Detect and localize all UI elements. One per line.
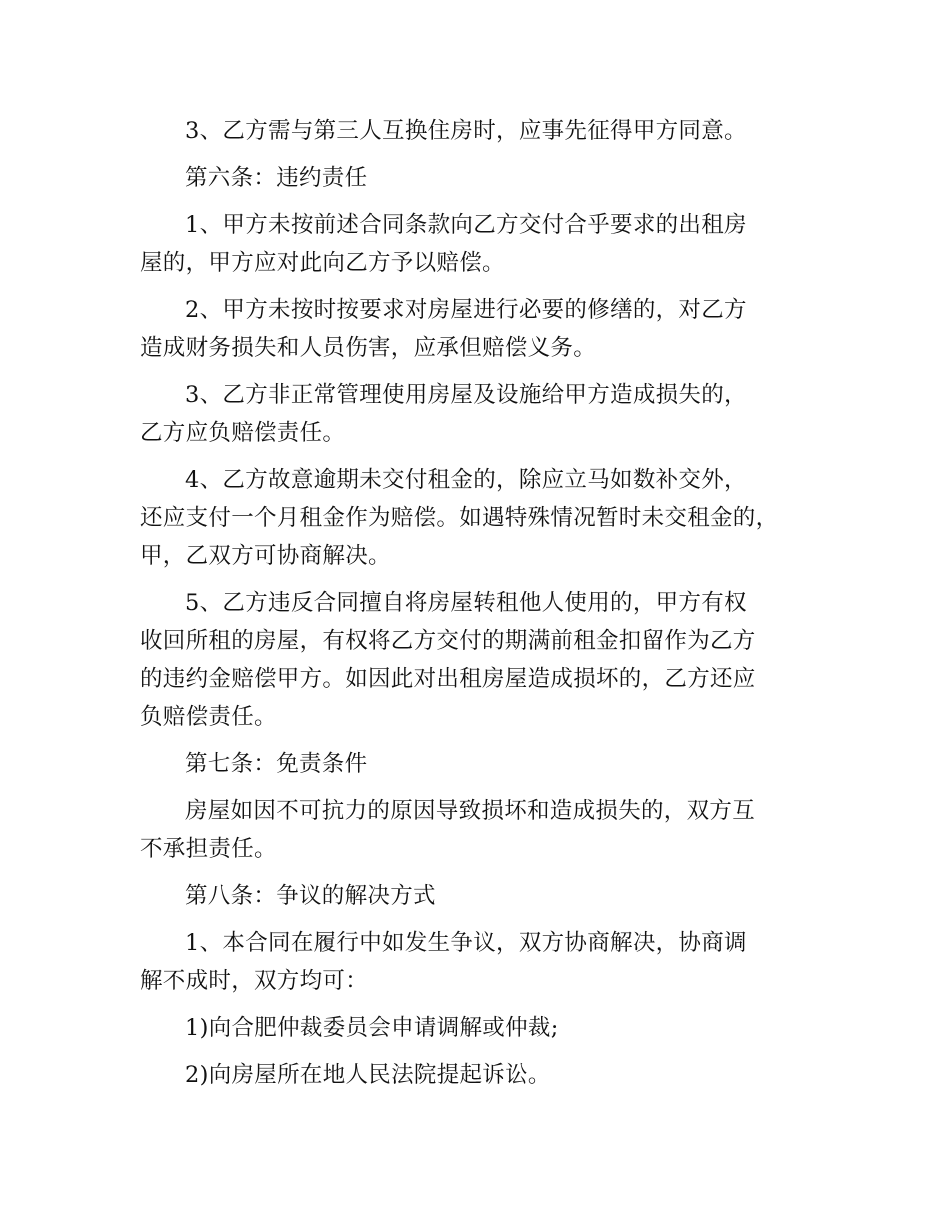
paragraph-line: 解不成时，双方均可：: [140, 968, 369, 994]
paragraph-article-8-option-2: [140, 1056, 830, 1094]
heading-line: 第八条：争议的解决方式: [185, 883, 436, 909]
paragraph-line: 房屋如因不可抗力的原因导致损坏和造成损失的，双方互: [185, 798, 756, 824]
heading-article-8: [140, 877, 830, 915]
paragraph-line: 乙方应负赔偿责任。: [140, 420, 346, 446]
paragraph-line: 不承担责任。: [140, 836, 277, 862]
heading-article-7: [140, 745, 830, 783]
paragraph-article-6-item-3: [140, 376, 830, 452]
paragraph-line: 3、乙方需与第三人互换住房时，应事先征得甲方同意。: [185, 118, 747, 144]
paragraph-article-6-item-2: [140, 291, 830, 367]
paragraph-line: 屋的，甲方应对此向乙方予以赔偿。: [140, 250, 505, 276]
paragraph-line: 负赔偿责任。: [140, 704, 277, 730]
paragraph-article-8-item-1: [140, 924, 830, 1000]
paragraph-line: 还应支付一个月租金作为赔偿。如遇特殊情况暂时未交租金的，: [140, 505, 779, 531]
paragraph-article-6-item-1: [140, 206, 830, 282]
paragraph-line: 2、甲方未按时按要求对房屋进行必要的修缮的，对乙方: [185, 297, 747, 323]
paragraph-line: 5、乙方违反合同擅自将房屋转租他人使用的，甲方有权: [185, 590, 747, 616]
paragraph-clause-5-item-3: [140, 112, 830, 150]
paragraph-line: 4、乙方故意逾期未交付租金的，除应立马如数补交外，: [185, 467, 747, 493]
paragraph-line: 1、本合同在履行中如发生争议，双方协商解决，协商调: [185, 930, 747, 956]
paragraph-line: 1)向合肥仲裁委员会申请调解或仲裁;: [185, 1015, 559, 1041]
heading-line: 第七条：免责条件: [185, 751, 368, 777]
paragraph-article-6-item-5: [140, 584, 830, 736]
heading-line: 第六条：违约责任: [185, 165, 368, 191]
paragraph-line: 1、甲方未按前述合同条款向乙方交付合乎要求的出租房: [185, 212, 747, 238]
paragraph-line: 2)向房屋所在地人民法院提起诉讼。: [185, 1062, 551, 1088]
paragraph-line: 3、乙方非正常管理使用房屋及设施给甲方造成损失的，: [185, 382, 747, 408]
paragraph-article-7-body: [140, 792, 830, 868]
paragraph-article-8-option-1: [140, 1009, 830, 1047]
document-body: [140, 112, 830, 1103]
heading-article-6: [140, 159, 830, 197]
paragraph-line: 收回所租的房屋，有权将乙方交付的期满前租金扣留作为乙方: [140, 628, 756, 654]
paragraph-line: 造成财务损失和人员伤害，应承但赔偿义务。: [140, 335, 597, 361]
paragraph-article-6-item-4: [140, 461, 830, 575]
paragraph-line: 的违约金赔偿甲方。如因此对出租房屋造成损坏的，乙方还应: [140, 666, 756, 692]
paragraph-line: 甲，乙双方可协商解决。: [140, 543, 391, 569]
